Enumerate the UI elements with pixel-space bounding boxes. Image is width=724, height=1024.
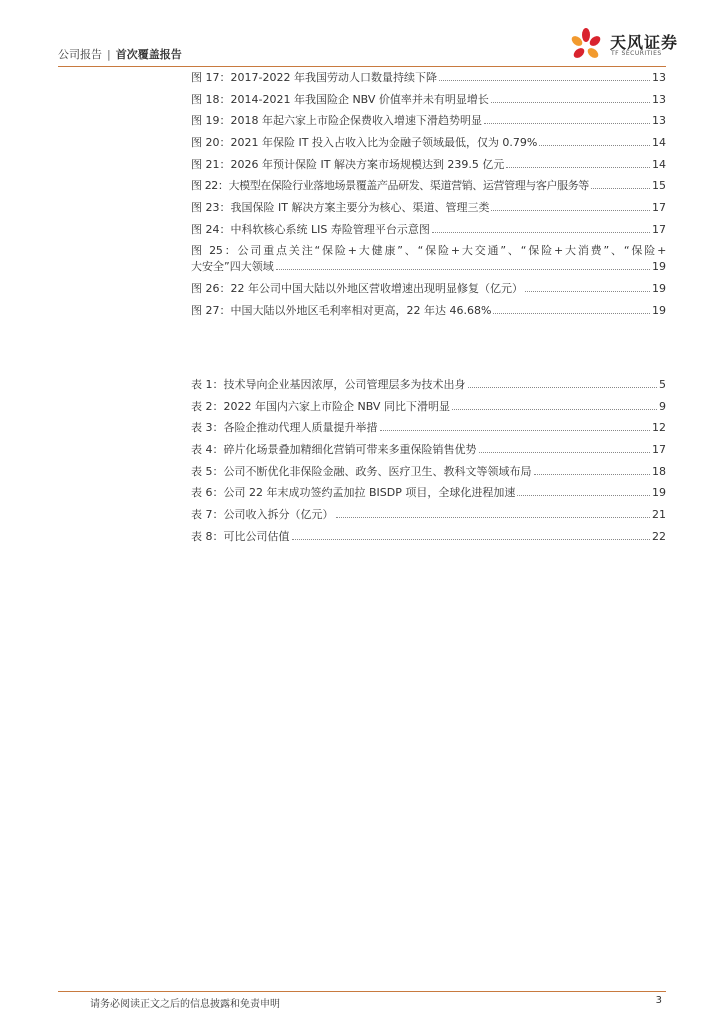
- toc-figure-19[interactable]: 图 19：2018 年起六家上市险企保费收入增速下滑趋势明显 13: [191, 114, 666, 127]
- toc-figure-25[interactable]: 图 25：公司重点关注“保险+大健康”、“保险+大交通”、“保险+大消费”、“保险+ 大安全”四大领域 19: [191, 244, 666, 273]
- page-number: 3: [655, 995, 662, 1006]
- logo-flower-icon: [568, 26, 604, 62]
- toc-figure-17[interactable]: 图 17：2017-2022 年我国劳动人口数量持续下降 13: [191, 71, 666, 84]
- toc-figure-20[interactable]: 图 20：2021 年保险 IT 投入占收入比为金融子领域最低，仅为 0.79% 14: [191, 136, 666, 149]
- toc-table-4[interactable]: 表 4：碎片化场景叠加精细化营销可带来多重保险销售优势 17: [191, 443, 666, 456]
- toc-table-2[interactable]: 表 2：2022 年国内六家上市险企 NBV 同比下滑明显 9: [191, 400, 666, 413]
- toc-figure-24[interactable]: 图 24：中科软核心系统 LIS 寿险管理平台示意图 17: [191, 223, 666, 236]
- company-logo: [568, 26, 679, 62]
- footer-rule: [58, 991, 666, 992]
- toc-figure-26[interactable]: 图 26：22 年公司中国大陆以外地区营收增速出现明显修复（亿元） 19: [191, 282, 666, 295]
- header-rule: [58, 66, 666, 67]
- toc-figure-18[interactable]: 图 18：2014-2021 年我国险企 NBV 价值率并未有明显增长 13: [191, 93, 666, 106]
- toc-figure-27[interactable]: 图 27：中国大陆以外地区毛利率相对更高，22 年达 46.68% 19: [191, 304, 666, 317]
- toc-table-1[interactable]: 表 1：技术导向企业基因浓厚，公司管理层多为技术出身 5: [191, 378, 666, 391]
- toc-table-6[interactable]: 表 6：公司 22 年末成功签约孟加拉 BISDP 项目，全球化进程加速 19: [191, 486, 666, 499]
- toc-table-7[interactable]: 表 7：公司收入拆分（亿元） 21: [191, 508, 666, 521]
- report-subtype: 首次覆盖报告: [115, 48, 182, 61]
- logo-name: 天风证券: [610, 33, 679, 52]
- report-type: 公司报告: [58, 48, 102, 61]
- toc-table-5[interactable]: 表 5：公司不断优化非保险金融、政务、医疗卫生、教科文等领域布局 18: [191, 465, 666, 478]
- toc-figure-21[interactable]: 图 21：2026 年预计保险 IT 解决方案市场规模达到 239.5 亿元 14: [191, 158, 666, 171]
- toc-table-3[interactable]: 表 3：各险企推动代理人质量提升举措 12: [191, 421, 666, 434]
- footer-disclaimer: 请务必阅读正文之后的信息披露和免责申明: [90, 999, 280, 1010]
- logo-subtitle: TF SECURITIES: [611, 50, 662, 57]
- toc-table-8[interactable]: 表 8：可比公司估值 22: [191, 530, 666, 543]
- header-separator: |: [107, 48, 111, 61]
- toc-figure-23[interactable]: 图 23：我国保险 IT 解决方案主要分为核心、渠道、管理三类 17: [191, 201, 666, 214]
- page-header: [58, 46, 182, 62]
- toc-figure-22[interactable]: 图 22：大模型在保险行业落地场景覆盖产品研发、渠道营销、运营管理与客户服务等 15: [191, 179, 666, 192]
